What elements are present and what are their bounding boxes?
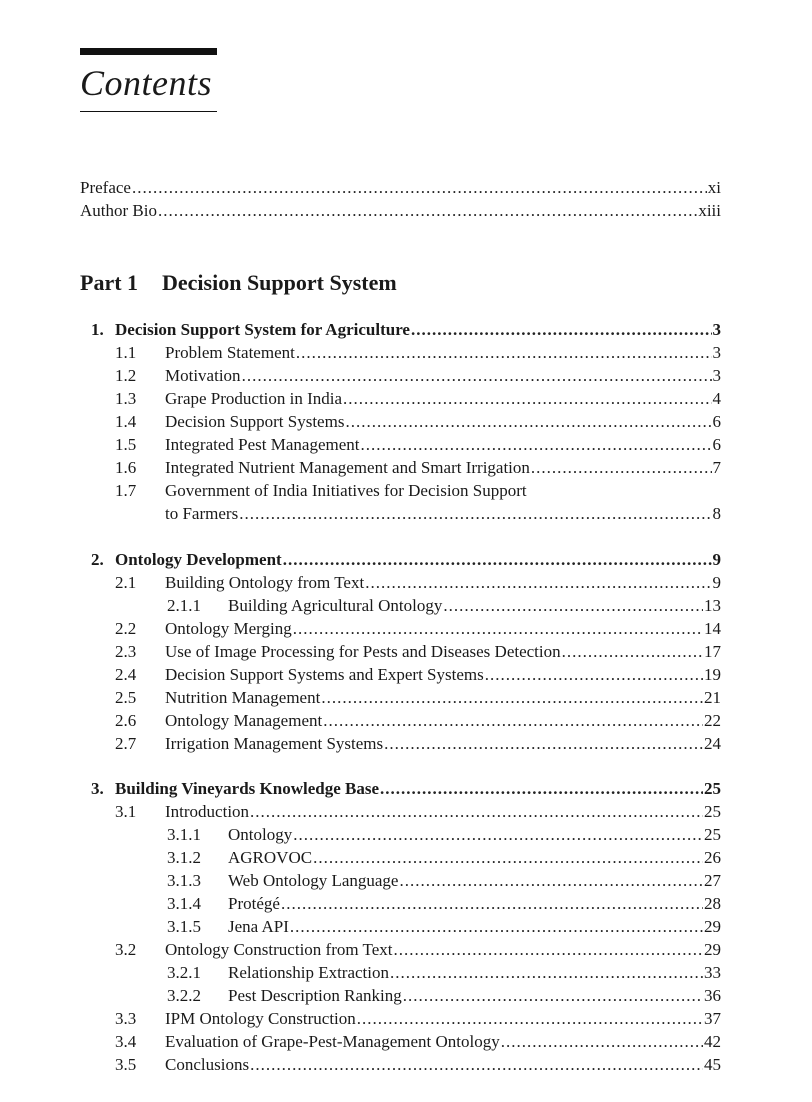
chapter-title: Building Vineyards Knowledge Base <box>115 779 380 798</box>
section-number: 1.3 <box>115 389 137 408</box>
toc-section-1-5[interactable] <box>115 433 721 456</box>
subsection-number: 3.2.2 <box>167 986 201 1005</box>
page-number: 9 <box>712 550 721 569</box>
toc-section-2-7[interactable] <box>115 732 721 755</box>
toc-subsection-3-1-1[interactable] <box>167 823 721 846</box>
dot-leader <box>403 984 703 1007</box>
toc-section-1-2[interactable] <box>115 364 721 387</box>
section-title: Problem Statement <box>165 343 295 362</box>
subsection-title: AGROVOC <box>228 848 313 867</box>
section-number: 1.2 <box>115 366 137 385</box>
dot-leader <box>443 594 703 617</box>
section-title: Integrated Pest Management <box>165 435 360 454</box>
dot-leader <box>394 938 703 961</box>
section-title: Integrated Nutrient Management and Smart Irrigation <box>165 458 530 477</box>
section-title: Building Ontology from Text <box>165 573 365 592</box>
section-title: Nutrition Management <box>165 688 321 707</box>
section-title: Grape Production in India <box>165 389 343 408</box>
section-number: 3.5 <box>115 1055 137 1074</box>
dot-leader <box>281 892 703 915</box>
section-number: 1.5 <box>115 435 137 454</box>
dot-leader <box>361 433 712 456</box>
toc-section-2-5[interactable] <box>115 686 721 709</box>
dot-leader <box>390 961 703 984</box>
section-title: Decision Support Systems <box>165 412 345 431</box>
toc-subsection-2-1-1[interactable] <box>167 594 721 617</box>
dot-leader <box>313 846 703 869</box>
dot-leader <box>250 800 703 823</box>
section-title: Government of India Initiatives for Decision Support <box>165 481 527 500</box>
page-number: 28 <box>704 894 721 913</box>
page-number: 42 <box>704 1032 721 1051</box>
toc-section-1-1[interactable] <box>115 341 721 364</box>
dot-leader <box>411 318 712 341</box>
page-number: 29 <box>704 940 721 959</box>
page-number: 19 <box>704 665 721 684</box>
page-number: 24 <box>704 734 721 753</box>
toc-section-1-6[interactable] <box>115 456 721 479</box>
subsection-title: Pest Description Ranking <box>228 986 402 1005</box>
subsection-title: Relationship Extraction <box>228 963 389 982</box>
toc-section-3-5[interactable] <box>115 1053 721 1076</box>
toc-section-1-3[interactable] <box>115 387 721 410</box>
dot-leader <box>242 364 712 387</box>
dot-leader <box>345 410 711 433</box>
toc-section-3-3[interactable] <box>115 1007 721 1030</box>
subsection-number: 3.1.5 <box>167 917 201 936</box>
section-title: Irrigation Management Systems <box>165 734 384 753</box>
dot-leader <box>323 709 703 732</box>
section-title-continuation: to Farmers <box>165 504 239 523</box>
chapter-title: Ontology Development <box>115 550 282 569</box>
page-number: 26 <box>704 848 721 867</box>
subsection-number: 2.1.1 <box>167 596 201 615</box>
page-number: 25 <box>704 825 721 844</box>
part-number: Part 1 <box>80 270 139 295</box>
dot-leader <box>296 341 712 364</box>
subsection-number: 3.1.3 <box>167 871 201 890</box>
section-title: Evaluation of Grape-Pest-Management Ontology <box>165 1032 500 1051</box>
dot-leader <box>531 456 712 479</box>
page-number: 45 <box>704 1055 721 1074</box>
section-number: 2.4 <box>115 665 137 684</box>
subsection-title: Web Ontology Language <box>228 871 399 890</box>
section-title: Motivation <box>165 366 241 385</box>
toc-chapter-2[interactable] <box>91 548 721 571</box>
subsection-number: 3.2.1 <box>167 963 201 982</box>
page-number: 22 <box>704 711 721 730</box>
subsection-title: Jena API <box>228 917 289 936</box>
dot-leader <box>562 640 703 663</box>
page-number: 6 <box>712 435 721 454</box>
subsection-number: 3.1.1 <box>167 825 201 844</box>
section-title: Decision Support Systems and Expert Systems <box>165 665 484 684</box>
page-number: 36 <box>704 986 721 1005</box>
page-number: 17 <box>704 642 721 661</box>
subsection-number: 3.1.4 <box>167 894 201 913</box>
toc-section-2-2[interactable] <box>115 617 721 640</box>
page-number: 3 <box>712 366 721 385</box>
toc-subsection-3-1-3[interactable] <box>167 869 721 892</box>
toc-section-2-1[interactable] <box>115 571 721 594</box>
toc-subsection-3-1-4[interactable] <box>167 892 721 915</box>
section-title: Ontology Merging <box>165 619 292 638</box>
dot-leader <box>485 663 703 686</box>
section-number: 2.6 <box>115 711 137 730</box>
section-number: 3.3 <box>115 1009 137 1028</box>
page-number: 27 <box>704 871 721 890</box>
dot-leader <box>321 686 703 709</box>
section-title: IPM Ontology Construction <box>165 1009 356 1028</box>
subsection-number: 3.1.2 <box>167 848 201 867</box>
toc-section-3-4[interactable] <box>115 1030 721 1053</box>
page-number: 3 <box>712 343 721 362</box>
toc-subsection-3-1-2[interactable] <box>167 846 721 869</box>
toc-section-2-4[interactable] <box>115 663 721 686</box>
section-title: Ontology Construction from Text <box>165 940 393 959</box>
section-title: Introduction <box>165 802 250 821</box>
page-number: 21 <box>704 688 721 707</box>
subsection-title: Ontology <box>228 825 293 844</box>
dot-leader <box>293 617 703 640</box>
dot-leader <box>365 571 711 594</box>
section-number: 2.7 <box>115 734 137 753</box>
page-number: 9 <box>712 573 721 592</box>
toc-entry-author-bio[interactable] <box>80 199 721 222</box>
section-title: Ontology Management <box>165 711 323 730</box>
toc-section-1-7-continuation[interactable] <box>165 502 721 525</box>
toc-subsection-3-2-1[interactable] <box>167 961 721 984</box>
section-number: 1.4 <box>115 412 137 431</box>
chapter-title: Decision Support System for Agriculture <box>115 320 410 339</box>
toc-entry-preface[interactable] <box>80 176 721 199</box>
page-number: 25 <box>704 802 721 821</box>
toc-section-1-4[interactable] <box>115 410 721 433</box>
section-number: 2.1 <box>115 573 137 592</box>
chapter-number: 1. <box>91 320 104 339</box>
page-number: 3 <box>712 320 721 339</box>
title-underline <box>80 111 217 112</box>
section-title: Conclusions <box>165 1055 250 1074</box>
page-number: 25 <box>704 779 721 798</box>
dot-leader <box>290 915 703 938</box>
entry-title: Preface <box>80 178 131 197</box>
page-number: 4 <box>712 389 721 408</box>
toc-section-2-6[interactable] <box>115 709 721 732</box>
section-number: 1.1 <box>115 343 137 362</box>
dot-leader <box>132 176 707 199</box>
toc-section-2-3[interactable] <box>115 640 721 663</box>
page-title: Contents <box>80 63 213 103</box>
dot-leader <box>158 199 697 222</box>
chapter-number: 3. <box>91 779 104 798</box>
section-number: 3.1 <box>115 802 137 821</box>
chapter-number: 2. <box>91 550 104 569</box>
page-number: 14 <box>704 619 721 638</box>
dot-leader <box>384 732 703 755</box>
dot-leader <box>283 548 712 571</box>
part-heading <box>80 269 397 297</box>
entry-title: Author Bio <box>80 201 157 220</box>
toc-subsection-3-2-2[interactable] <box>167 984 721 1007</box>
section-title: Use of Image Processing for Pests and Diseases Detection <box>165 642 561 661</box>
dot-leader <box>380 777 703 800</box>
section-number: 2.5 <box>115 688 137 707</box>
page-number: xi <box>707 178 721 197</box>
part-title: Decision Support System <box>162 270 397 295</box>
dot-leader <box>239 502 711 525</box>
title-top-rule <box>80 48 217 55</box>
section-number: 3.2 <box>115 940 137 959</box>
section-number: 2.3 <box>115 642 137 661</box>
page-number: 29 <box>704 917 721 936</box>
page-number: 37 <box>704 1009 721 1028</box>
dot-leader <box>501 1030 703 1053</box>
page-number: 33 <box>704 963 721 982</box>
dot-leader <box>399 869 703 892</box>
page-number: 8 <box>712 504 721 523</box>
section-number: 1.6 <box>115 458 137 477</box>
toc-subsection-3-1-5[interactable] <box>167 915 721 938</box>
page-number: xiii <box>698 201 721 220</box>
subsection-title: Building Agricultural Ontology <box>228 596 443 615</box>
page-number: 6 <box>712 412 721 431</box>
dot-leader <box>250 1053 703 1076</box>
dot-leader <box>357 1007 703 1030</box>
toc-section-3-2[interactable] <box>115 938 721 961</box>
dot-leader <box>293 823 703 846</box>
page-number: 7 <box>712 458 721 477</box>
section-number: 1.7 <box>115 481 137 500</box>
subsection-title: Protégé <box>228 894 280 913</box>
toc-chapter-3[interactable] <box>91 777 721 800</box>
page-number: 13 <box>704 596 721 615</box>
toc-section-3-1[interactable] <box>115 800 721 823</box>
toc-section-1-7[interactable] <box>115 479 721 502</box>
section-number: 2.2 <box>115 619 137 638</box>
section-number: 3.4 <box>115 1032 137 1051</box>
toc-chapter-1[interactable] <box>91 318 721 341</box>
dot-leader <box>343 387 711 410</box>
